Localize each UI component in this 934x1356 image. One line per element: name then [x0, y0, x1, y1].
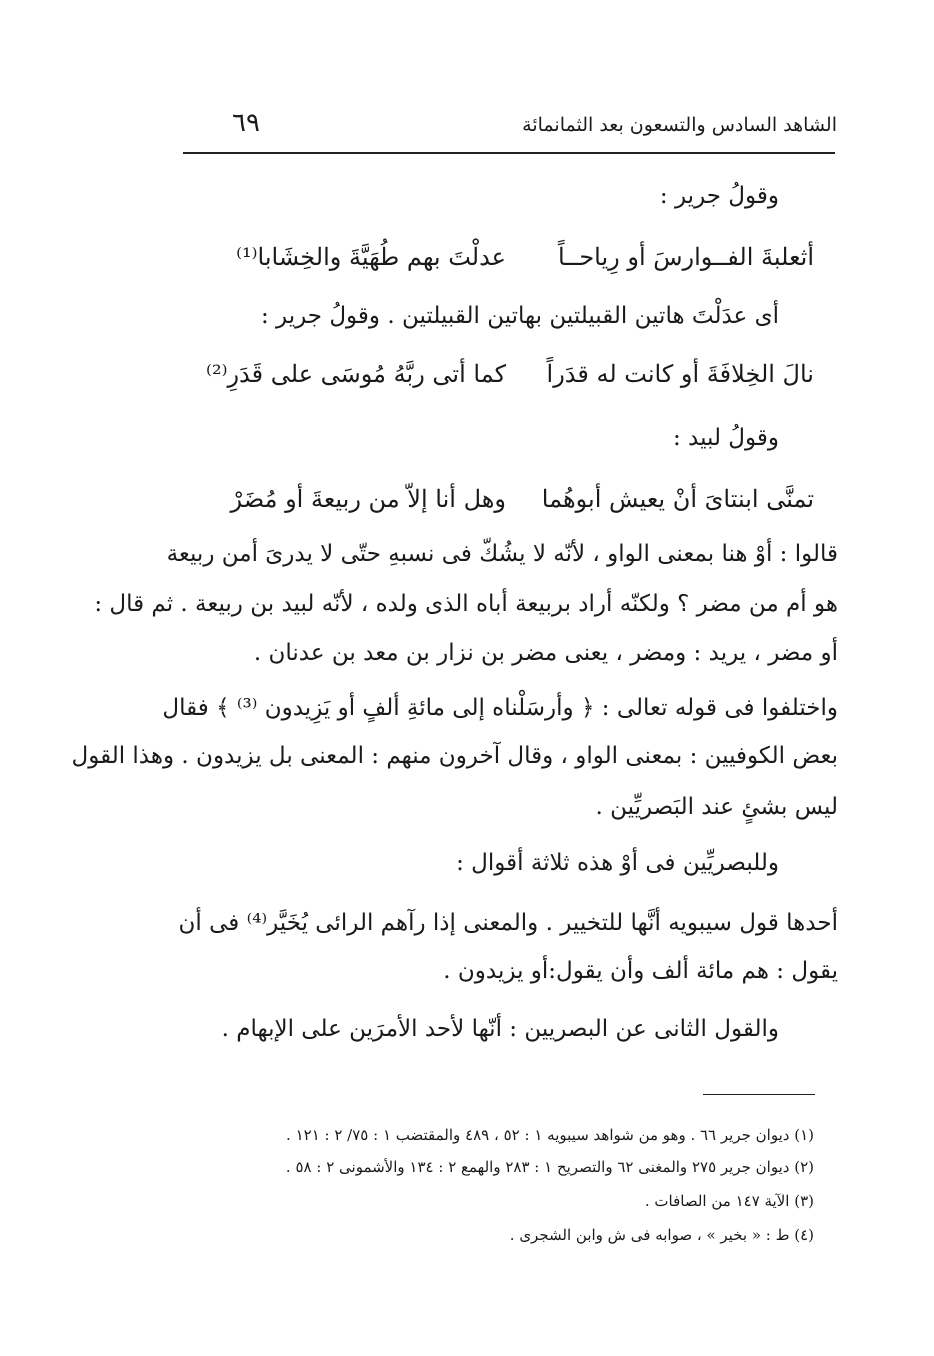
paragraph-2-line-2: بعض الكوفيين : بمعنى الواو ، وقال آخرون منهم : المعنى بل يزيدون . وهذا القول [71, 743, 838, 769]
verse-3-second-hemistich: وهل أنا إلاّ من ربيعةَ أو مُضَرْ [230, 485, 506, 513]
verse-1-second-hemistich: عدلْتَ بهم طُهَيَّةَ والخِشَابا⁽¹⁾ [236, 243, 506, 271]
paragraph-4-line-2: يقول : هم مائة ألف وأن يقول:أو يزيدون . [443, 958, 838, 984]
footnote-4: (٤) ط : « بخير » ، صوابه فى ش وابن الشجرى . [509, 1226, 814, 1244]
paragraph-4-line-1: أحدها قول سيبويه أنَّها للتخيير . والمعنى إذا رآهم الرائى يُخَيَّر⁽⁴⁾ فى أن [178, 910, 838, 936]
intro-jarir-1: وقولُ جرير : [659, 183, 779, 209]
footnote-divider [703, 1094, 815, 1095]
running-header-title: الشاهد السادس والتسعون بعد الثمانمائة [522, 114, 837, 136]
paragraph-1-line-3: أو مضر ، يريد : ومضر ، يعنى مضر بن نزار بن معد بن عدنان . [253, 640, 838, 666]
paragraph-1-line-1: قالوا : أوْ هنا بمعنى الواو ، لأنّه لا يشُكّ فى نسبهِ حتّى لا يدرىَ أمن ربيعة [166, 541, 838, 567]
header-divider [183, 152, 835, 154]
paragraph-3: وللبصريِّين فى أوْ هذه ثلاثة أقوال : [456, 850, 779, 876]
verse-1-first-hemistich: أثعلبةَ الفــوارسَ أو رِياحــاً [557, 243, 814, 271]
verse-3-first-hemistich: تمنَّى ابنتاىَ أنْ يعيش أبوهُما [541, 485, 814, 513]
footnote-3: (٣) الآية ١٤٧ من الصافات . [644, 1192, 814, 1210]
verse-2-second-hemistich: كما أتى ربَّهُ مُوسَى على قَدَرِ⁽²⁾ [206, 360, 506, 388]
paragraph-1-line-2: هو أم من مضر ؟ ولكنّه أراد بربيعة أباه الذى ولده ، لأنّه لبيد بن ربيعة . ثم قال : [94, 591, 838, 617]
paragraph-2-line-1: واختلفوا فى قوله تعالى : ﴿ وأرسَلْناه إلى مائةِ ألفٍ أو يَزِيدون ⁽³⁾ ﴾ فقال [162, 695, 838, 721]
footnote-2: (٢) ديوان جرير ٢٧٥ والمغنى ٦٢ والتصريح ١ : ٢٨٣ والهمع ٢ : ١٣٤ والأشمونى ٢ : ٥٨ . [285, 1158, 814, 1176]
paragraph-5: والقول الثانى عن البصريين : أنّها لأحد الأمرَين على الإبهام . [221, 1016, 779, 1042]
intro-labid: وقولُ لبيد : [672, 425, 779, 451]
page-number: ٦٩ [232, 108, 260, 138]
paragraph-2-line-3: ليس بشئٍ عند البَصريِّين . [595, 794, 838, 820]
commentary-line-1: أى عدَلْتَ هاتين القبيلتين بهاتين القبيلتين . وقولُ جرير : [260, 303, 779, 329]
verse-2-first-hemistich: نالَ الخِلافَةَ أو كانت له قدَراً [546, 360, 814, 388]
footnote-1: (١) ديوان جرير ٦٦ . وهو من شواهد سيبويه ١ : ٥٢ ، ٤٨٩ والمقتضب ١ : ٧٥/ ٢ : ١٢١ . [286, 1126, 814, 1144]
